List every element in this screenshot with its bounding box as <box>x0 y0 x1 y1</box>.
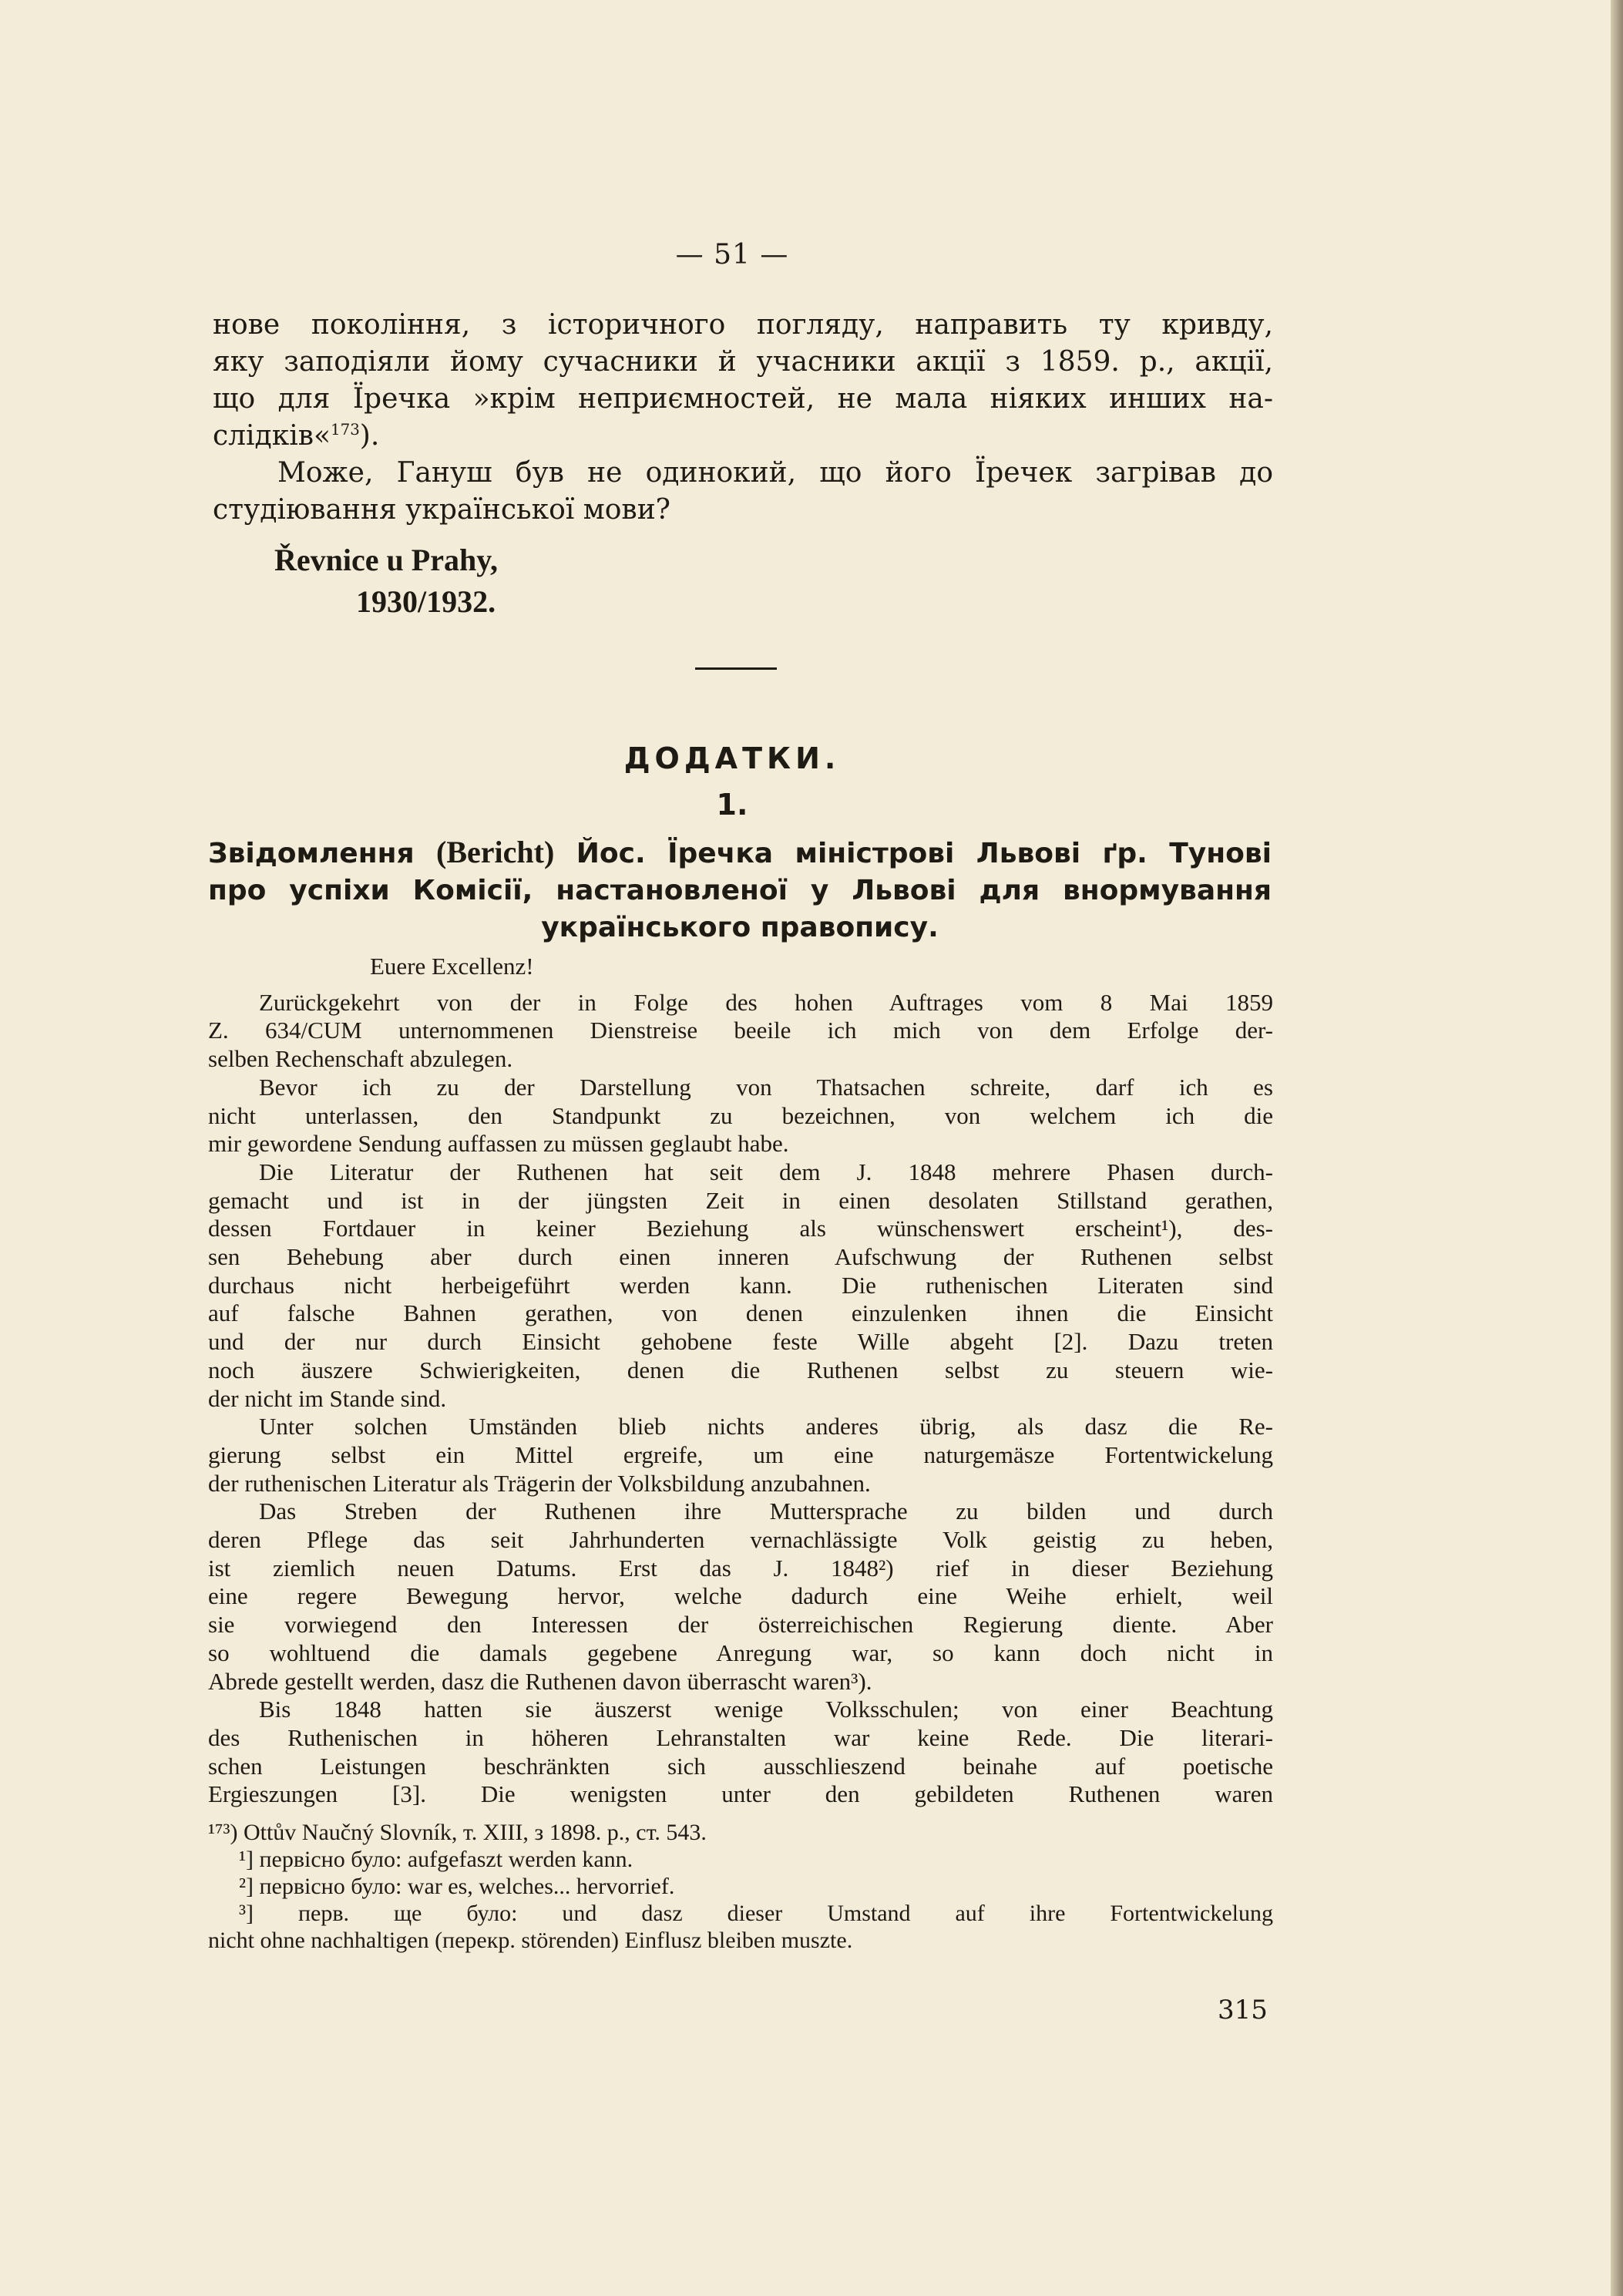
letter-line: Unter solchen Umständen blieb nichts anderes übrig, als dasz die Re- <box>259 1413 1273 1440</box>
page-header-number: — 51 — <box>675 239 789 271</box>
letter-line: selben Rechenschaft abzulegen. <box>208 1045 513 1073</box>
letter-line: gemacht und ist in der jüngsten Zeit in einen desolaten Stillstand gerathen, <box>208 1186 1273 1214</box>
letter-line: mir gewordene Sendung auffassen zu müssen geglaubt habe. <box>208 1130 789 1158</box>
footnotes <box>208 1819 1273 1954</box>
letter-line: ist ziemlich neuen Datums. Erst das J. 1848²) rief in dieser Beziehung <box>208 1554 1273 1582</box>
letter-line: nicht unterlassen, den Standpunkt zu bezeichnen, von welchem ich die <box>208 1101 1273 1129</box>
text-line: нове покоління, з історичного погляду, направить ту кривду, <box>213 309 1273 341</box>
page-edge-shadow <box>1611 0 1623 2296</box>
text-line: слідків«$^{173}$). <box>213 420 380 452</box>
title-line: Звідомлення (Bericht) Йос. Їречка міністрові Львові ґр. Тунові <box>208 835 1272 869</box>
letter-line: sie vorwiegend den Interessen der österreichischen Regierung diente. Aber <box>208 1611 1273 1639</box>
title-line: українського правопису. <box>541 912 939 943</box>
letter-line: so wohltuend die damals gegebene Anregung war, so kann doch nicht in <box>208 1639 1273 1666</box>
text-line: Може, Гануш був не одинокий, що його Їречек загрівав до <box>277 457 1273 489</box>
letter-line: Ergieszungen [3]. Die wenigsten unter den gebildeten Ruthenen waren <box>208 1780 1273 1808</box>
letter-line: Das Streben der Ruthenen ihre Muttersprache zu bilden und durch <box>259 1498 1273 1525</box>
letter-line: eine regere Bewegung hervor, welche dadurch eine Weihe erhielt, weil <box>208 1582 1273 1610</box>
place: Řevnice u Prahy, <box>274 543 498 577</box>
letter-line: Die Literatur der Ruthenen hat seit dem J. 1848 mehrere Phasen durch- <box>259 1158 1273 1185</box>
letter-line: Z. 634/CUM unternommenen Dienstreise beeile ich mich von dem Erfolge der- <box>208 1017 1273 1044</box>
document-title <box>208 834 1272 946</box>
letter-line: der nicht im Stande sind. <box>208 1384 447 1412</box>
letter-body <box>208 953 1273 1809</box>
letter-line: deren Pflege das seit Jahrhunderten vernachlässigte Volk geistig zu heben, <box>208 1526 1273 1554</box>
years: 1930/1932. <box>356 584 496 619</box>
salutation: Euere Excellenz! <box>370 953 534 980</box>
title-line: про успіхи Комісії, настановленої у Львові для внормування <box>208 875 1272 906</box>
text-line: що для Їречка »крім неприємностей, не мала ніяких инших на- <box>213 383 1273 415</box>
letter-lines <box>208 989 1273 1809</box>
letter-line: sen Behebung aber durch einen inneren Aufschwung der Ruthenen selbst <box>208 1243 1273 1271</box>
section-divider <box>695 667 777 670</box>
letter-line: des Ruthenischen in höheren Lehranstalten war keine Rede. Die literari- <box>208 1723 1273 1751</box>
letter-line: Zurückgekehrt von der in Folge des hohen Auftrages vom 8 Mai 1859 <box>259 988 1273 1016</box>
place-date-signature <box>274 540 498 623</box>
letter-line: Abrede gestellt werden, dasz die Ruthenen davon überrascht waren³). <box>208 1667 872 1695</box>
letter-line: gierung selbst ein Mittel ergreife, um eine naturgemäsze Fortentwickelung <box>208 1440 1273 1468</box>
letter-line: dessen Fortdauer in keiner Beziehung als wünschenswert erscheint¹), des- <box>208 1215 1273 1242</box>
page-number: 315 <box>1218 1995 1268 2025</box>
text-line: яку заподіяли йому сучасники й учасники акції з 1859. р., акції, <box>213 346 1273 378</box>
letter-line: Bevor ich zu der Darstellung von Thatsachen schreite, darf ich es <box>259 1073 1273 1101</box>
appendix-heading: ДОДАТКИ. <box>623 741 841 775</box>
footnote-1: ¹] первісно було: aufgefaszt werden kann. <box>239 1847 633 1872</box>
upper-paragraphs <box>213 307 1273 529</box>
footnote-3: ³] перв. ще було: und dasz dieser Umstand auf ihre Fortentwickelung <box>239 1901 1273 1926</box>
letter-line: durchaus nicht herbeigeführt werden kann. Die ruthenischen Literaten sind <box>208 1271 1273 1299</box>
letter-line: auf falsche Bahnen gerathen, von denen einzulenken ihnen die Einsicht <box>208 1299 1273 1327</box>
letter-line: schen Leistungen beschränkten sich ausschlieszend beinahe auf poetische <box>208 1752 1273 1780</box>
letter-line: und der nur durch Einsicht gehobene feste Wille abgeht [2]. Dazu treten <box>208 1328 1273 1356</box>
footnote-3-cont: nicht ohne nachhaltigen (перекр. störenden) Einflusz bleiben muszte. <box>208 1928 853 1953</box>
letter-line: noch äuszere Schwierigkeiten, denen die Ruthenen selbst zu steuern wie- <box>208 1356 1273 1383</box>
letter-line: der ruthenischen Literatur als Trägerin der Volksbildung anzubahnen. <box>208 1469 871 1497</box>
text-line: студіювання української мови? <box>213 494 670 526</box>
footnote-173: ¹⁷³) Ottův Naučný Slovník, т. XIII, з 1898. р., ст. 543. <box>208 1820 707 1845</box>
appendix-number: 1. <box>716 788 748 822</box>
footnote-2: ²] первісно було: war es, welches... hervorrief. <box>239 1874 675 1899</box>
letter-line: Bis 1848 hatten sie äuszerst wenige Volksschulen; von einer Beachtung <box>259 1696 1273 1723</box>
footnote-ref: 173 <box>331 421 360 439</box>
